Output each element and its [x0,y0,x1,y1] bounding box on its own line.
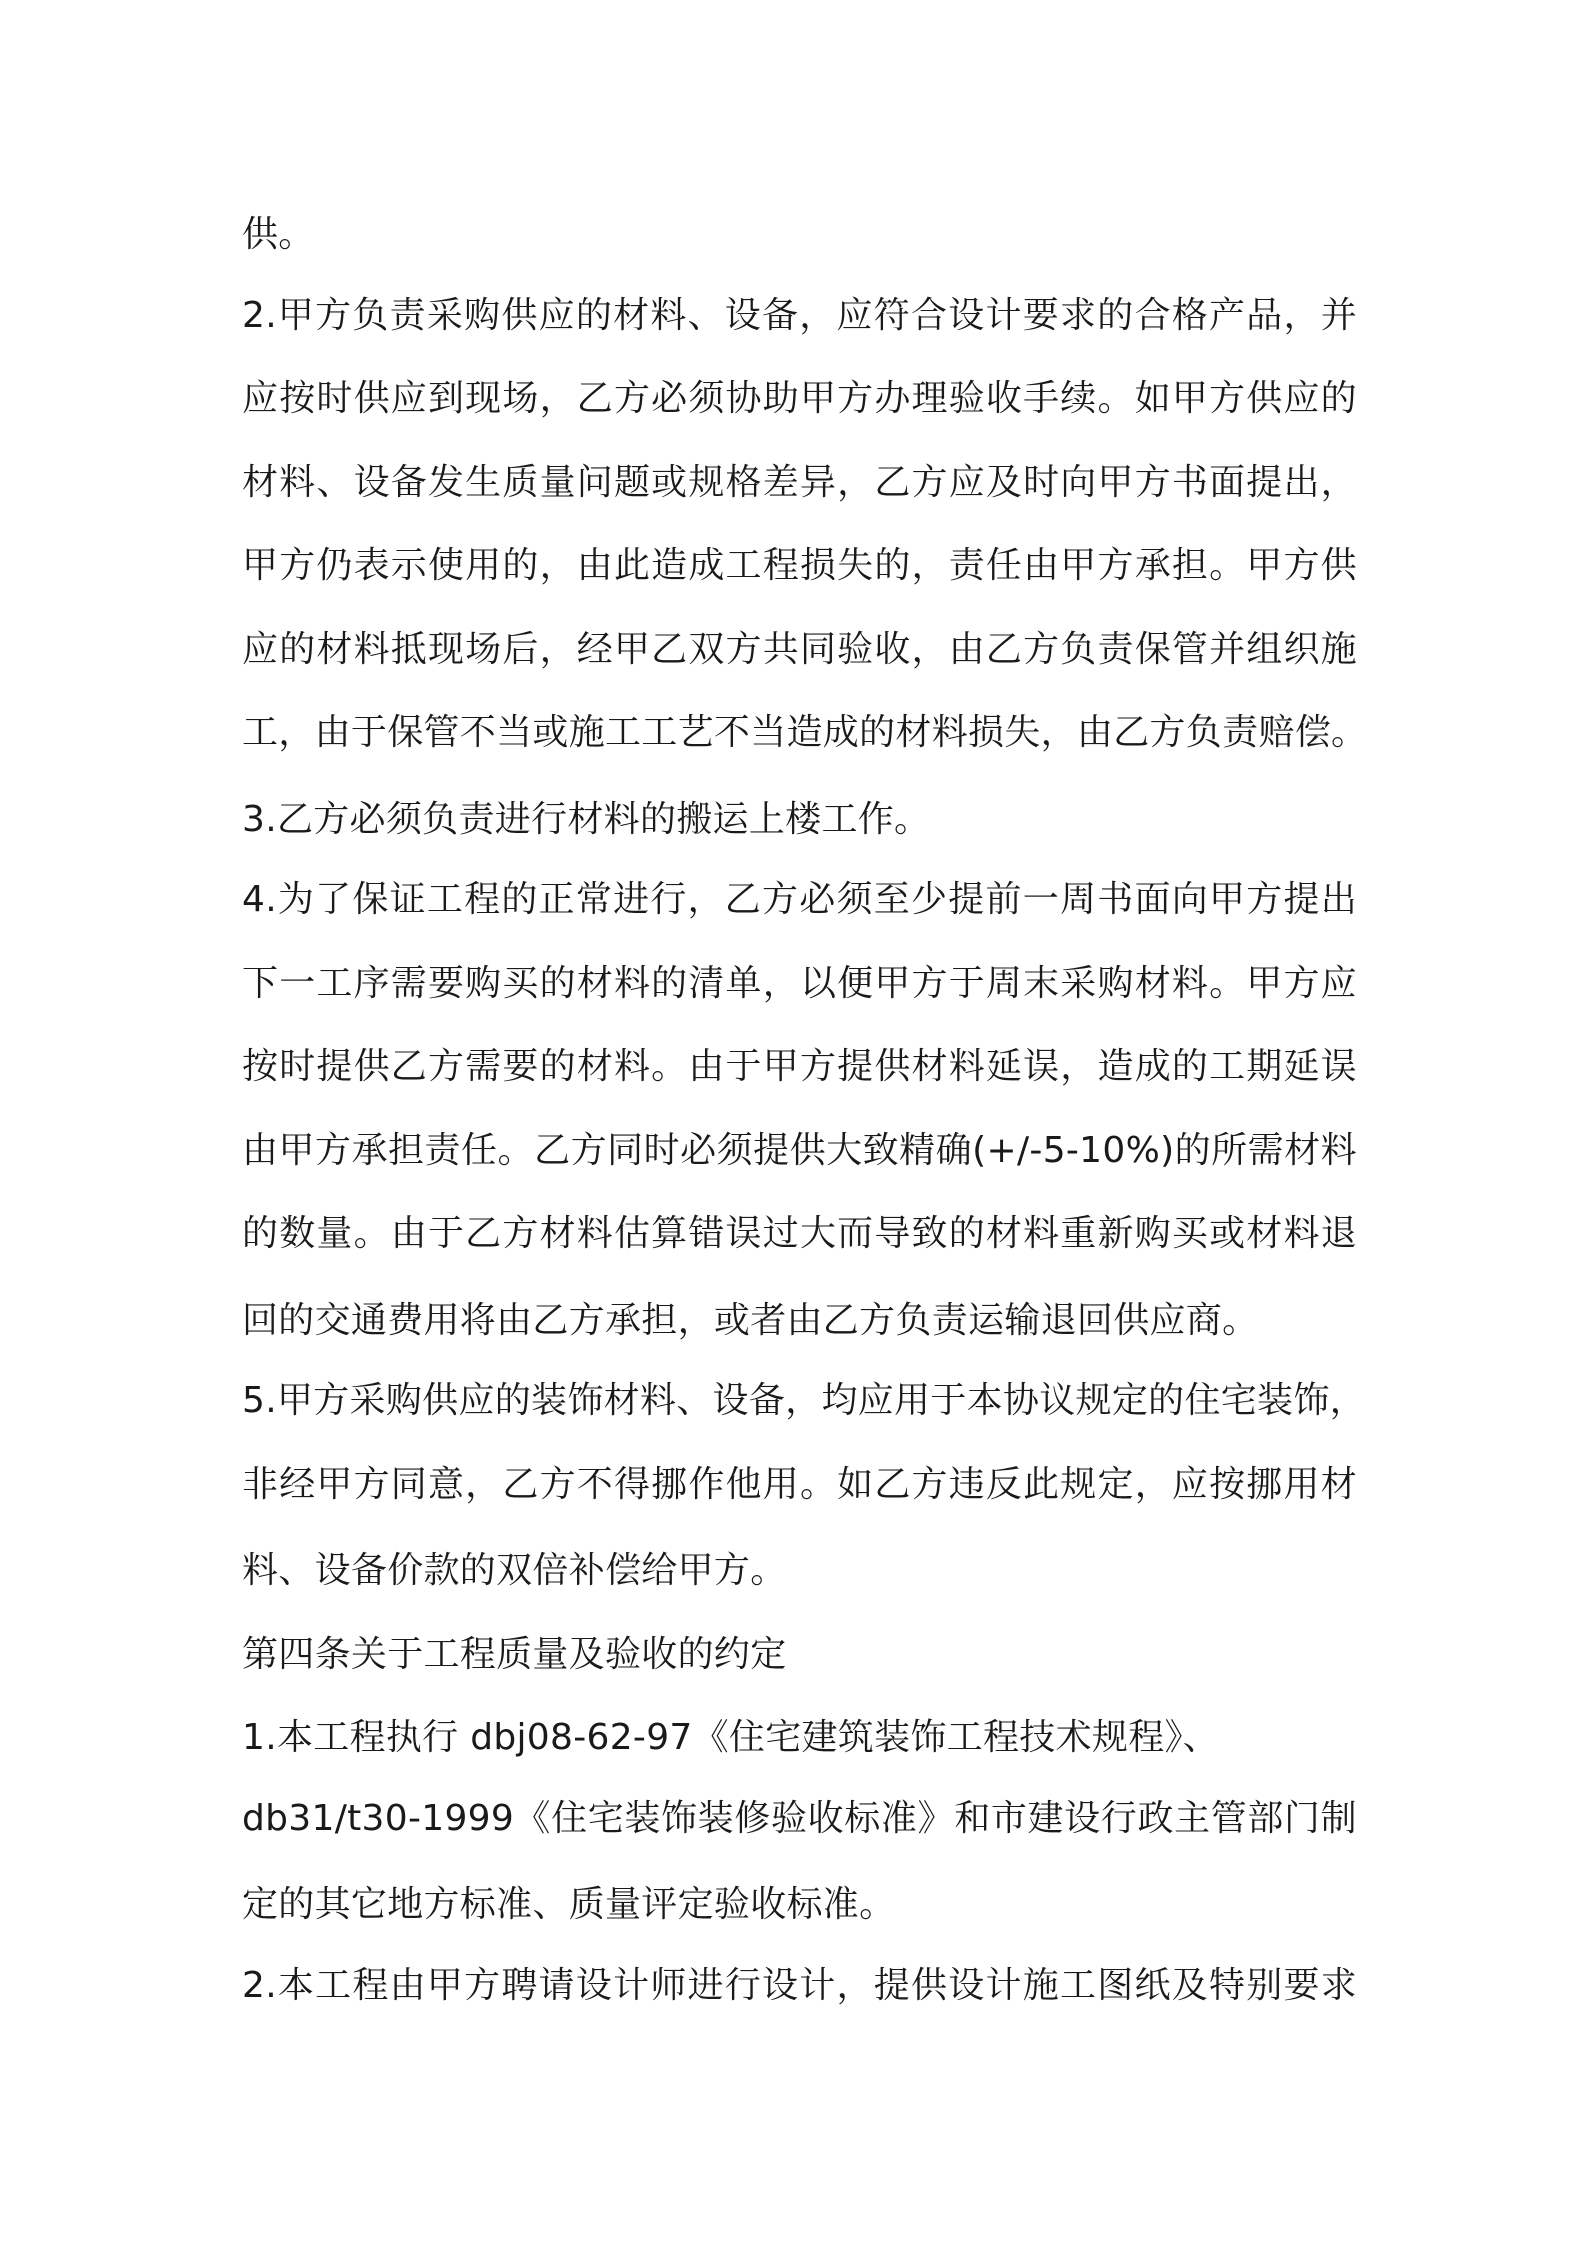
text-line: db31/t30-1999《住宅装饰装修验收标准》和市建设行政主管部门制 [242,1797,1357,1839]
text-line: 应按时供应到现场，乙方必须协助甲方办理验收手续。如甲方供应的 [242,378,1357,419]
text-line: 5.甲方采购供应的装饰材料、设备，均应用于本协议规定的住宅装饰， [242,1380,1366,1421]
text-line: 2.甲方负责采购供应的材料、设备，应符合设计要求的合格产品，并 [242,294,1357,336]
text-line: 甲方仍表示使用的，由此造成工程损失的，责任由甲方承担。甲方供 [242,545,1357,586]
text-line: 下一工序需要购买的材料的清单，以便甲方于周末采购材料。甲方应 [242,962,1357,1004]
text-line: 材料、设备发生质量问题或规格差异，乙方应及时向甲方书面提出， [242,461,1357,503]
text-line: 非经甲方同意，乙方不得挪作他用。如乙方违反此规定，应按挪用材 [242,1463,1357,1505]
text-line: 按时提供乙方需要的材料。由于甲方提供材料延误，造成的工期延误 [242,1046,1357,1087]
document-body [242,190,1368,2027]
text-line: 应的材料抵现场后，经甲乙双方共同验收，由乙方负责保管并组织施 [242,628,1357,670]
text-line: 工，由于保管不当或施工工艺不当造成的材料损失，由乙方负责赔偿。 [242,712,1368,753]
section-heading: 第四条关于工程质量及验收的约定 [242,1633,787,1675]
text-line: 3.乙方必须负责进行材料的搬运上楼工作。 [242,798,931,840]
text-line: 供。 [242,214,315,256]
text-line: 料、设备价款的双倍补偿给甲方。 [242,1550,787,1592]
text-line: 1.本工程执行 dbj08-62-97《住宅建筑装饰工程技术规程》、 [242,1717,1220,1759]
text-line: 由甲方承担责任。乙方同时必须提供大致精确(+/-5-10%)的所需材料 [242,1129,1357,1171]
text-line: 定的其它地方标准、质量评定验收标准。 [242,1884,896,1926]
text-line: 2.本工程由甲方聘请设计师进行设计，提供设计施工图纸及特别要求 [242,1964,1357,2006]
text-line: 的数量。由于乙方材料估算错误过大而导致的材料重新购买或材料退 [242,1213,1357,1254]
text-line: 4.为了保证工程的正常进行，乙方必须至少提前一周书面向甲方提出 [242,879,1357,920]
text-line: 回的交通费用将由乙方承担，或者由乙方负责运输退回供应商。 [242,1299,1259,1341]
